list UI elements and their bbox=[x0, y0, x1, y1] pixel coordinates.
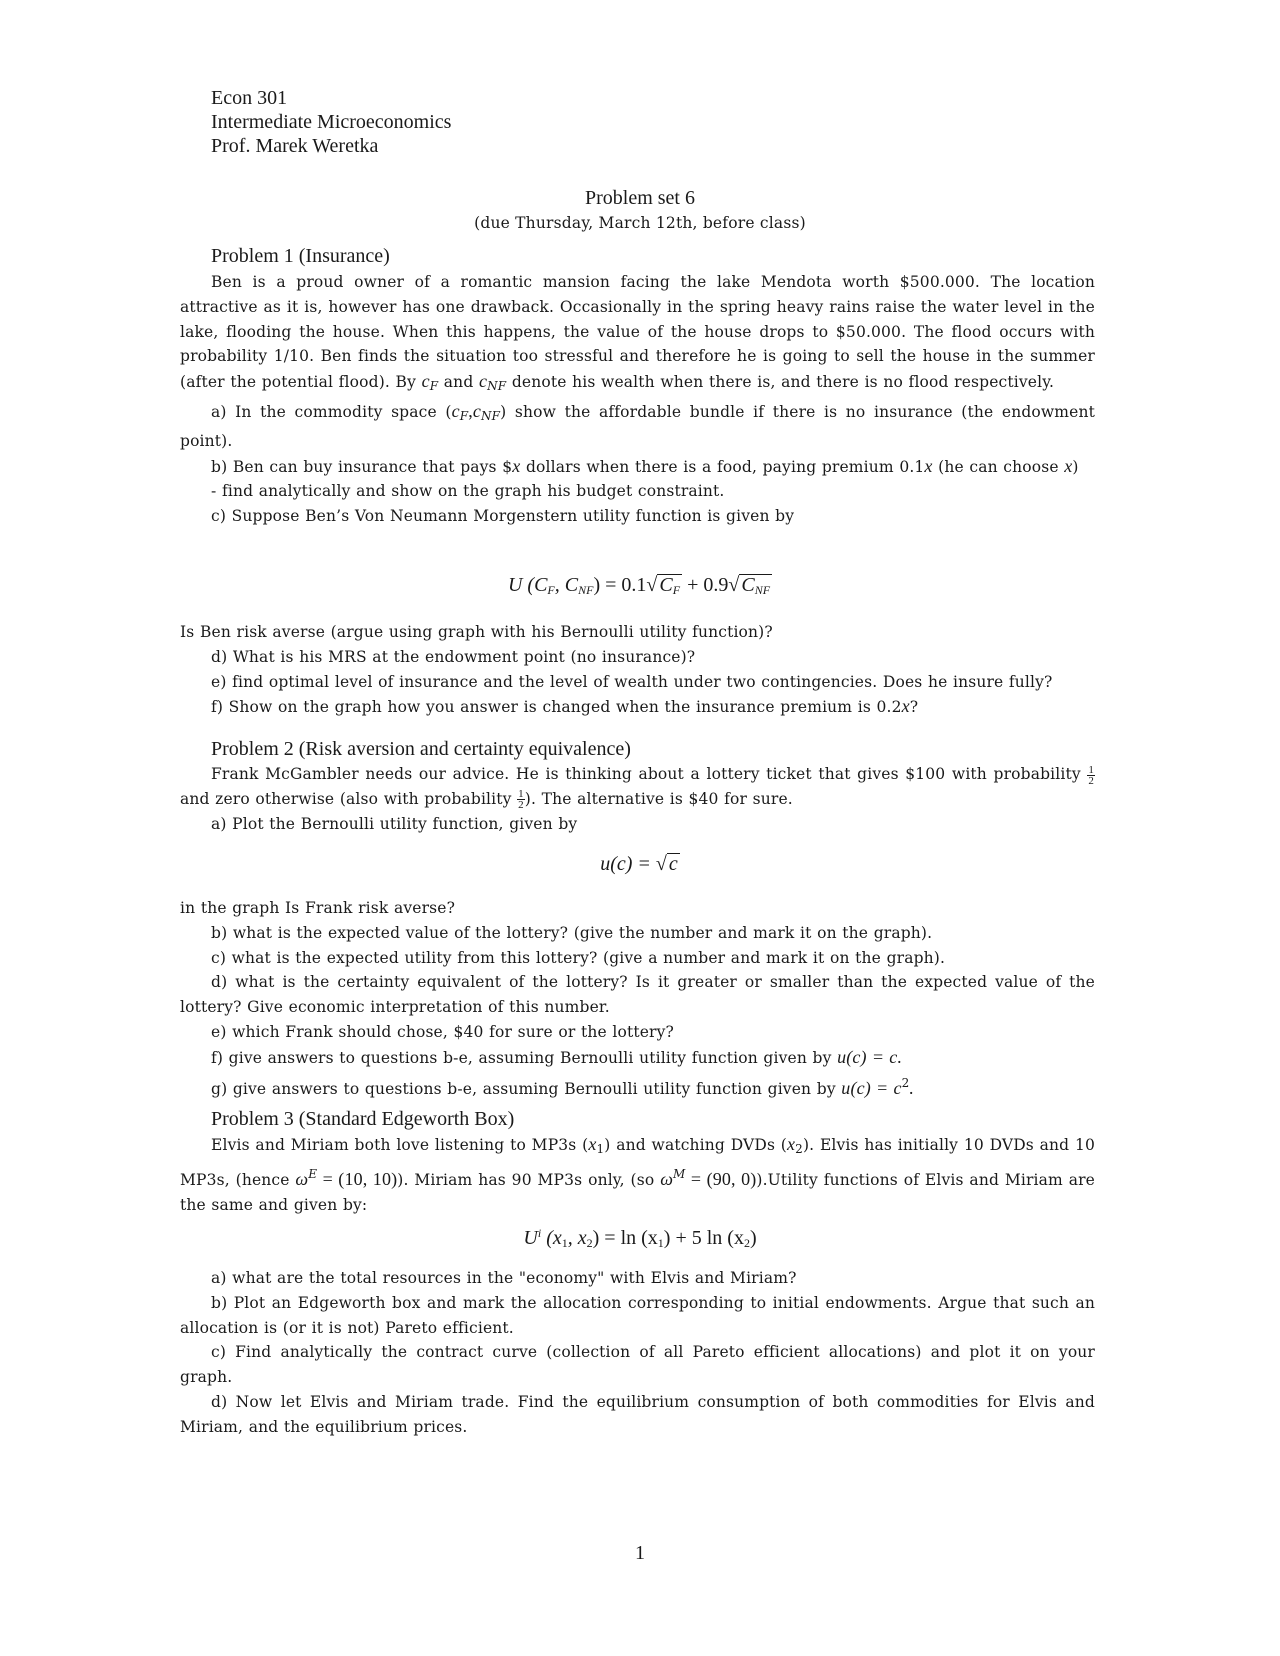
course-title: Intermediate Microeconomics bbox=[211, 111, 452, 133]
problem-2-risk-question: in the graph Is Frank risk averse? bbox=[180, 899, 456, 917]
problem-2-part-d: d) what is the certainty equivalent of the lottery? Is it greater or smaller than the expected value of the lottery? Give economic interpretation of this number. bbox=[180, 973, 1095, 1017]
problem-1-part-f: f) Show on the graph how you answer is changed when the insurance premium is 0.2x? bbox=[211, 696, 919, 717]
problem-3-intro: Elvis and Miriam both love listening to MP3s $(x_1)$ and watching DVDs $(x_2)$. Elvis has initially 10 DVDs and 10 MP3s, (hence $\omega^E = (10$, 10)). Miriam has 90 MP3s only, (so $\omega^M = (90$, 0)).Utility functions of Elvis and Miriam are the same and given by: bbox=[180, 1134, 1096, 1214]
problem-1-questions bbox=[180, 620, 1095, 720]
professor-name: Prof. Marek Weretka bbox=[211, 135, 379, 157]
problem-set-title: Problem set 6 bbox=[585, 187, 695, 209]
problem-2-part-g: g) give answers to questions b-e, assuming Bernoulli utility function given by $u(c) = c^2$. bbox=[211, 1075, 915, 1098]
problem-set-due-date: (due Thursday, March 12th, before class) bbox=[474, 214, 806, 232]
bernoulli-utility-equation: u(c) = √ c bbox=[600, 853, 678, 875]
problem-3-heading: Problem 3 (Standard Edgeworth Box) bbox=[211, 1108, 515, 1130]
problem-1-body bbox=[180, 270, 1095, 529]
problem-1-part-b: b) Ben can buy insurance that pays $x dollars when there is a food, paying premium 0.1x (he can choose x) bbox=[211, 455, 1079, 476]
problem-2-questions bbox=[180, 896, 1095, 1101]
problem-1-intro: Ben is a proud owner of a romantic mansion facing the lake Mendota worth $500.000. The location attractive as it is, however has one drawback. Occasionally in the spring heavy rains raise the water level in the lake, flooding the house. When this happens, the value of the house drops to $50.000. The flood occurs with probability 1/10. Ben finds the situation too stressful and therefore he is going to sell the house in the summer (after the potential flood). By $c_F$ and $c_{NF}$ denote his wealth when there is, and there is no flood respectively. bbox=[180, 273, 1095, 394]
problem-2-part-b: b) what is the expected value of the lottery? (give the number and mark it on the graph). bbox=[211, 923, 933, 942]
problem-3-body bbox=[180, 1132, 1095, 1217]
problem-1-part-b-bullet: - find analytically and show on the graph his budget constraint. bbox=[211, 482, 725, 501]
problem-2-part-a: a) Plot the Bernoulli utility function, given by bbox=[211, 814, 578, 833]
problem-1-part-a: a) In the commodity space $(c_F,c_{NF})$ show the affordable bundle if there is no insurance (the endowment point). bbox=[180, 400, 1095, 450]
page-number: 1 bbox=[635, 1542, 645, 1564]
problem-2-intro: Frank McGambler needs our advice. He is thinking about a lottery ticket that gives $100 with probability $\frac{1}{2}$ and zero otherwise (also with probability $\frac{1}{2}$ ). The alternative is $40 for sure. bbox=[180, 763, 1094, 812]
utility-equation-3: $U^i$ ($x_1$, $x_2) = \ln (x_1) + 5$ $\ln (x_2)$ bbox=[523, 1226, 757, 1250]
problem-2-body bbox=[180, 762, 1095, 836]
problem-3-part-b: b) Plot an Edgeworth box and mark the allocation corresponding to initial endowments. Argue that such an allocation is (or it is not) Pareto efficient. bbox=[180, 1293, 1095, 1337]
problem-1-risk-question: Is Ben risk averse (argue using graph with his Bernoulli utility function)? bbox=[180, 623, 773, 641]
problem-1-part-e: e) find optimal level of insurance and the level of wealth under two contingencies. Does he insure fully? bbox=[211, 672, 1053, 691]
problem-3-part-a: a) what are the total resources in the "economy" with Elvis and Miriam? bbox=[211, 1269, 797, 1287]
problem-2-part-e: e) which Frank should chose, $40 for sure or the lottery? bbox=[211, 1022, 674, 1041]
problem-3-part-c: c) Find analytically the contract curve (collection of all Pareto efficient allocations) and plot it on your graph. bbox=[180, 1343, 1095, 1387]
course-code: Econ 301 bbox=[211, 87, 288, 109]
problem-1-part-c: c) Suppose Ben’s Von Neumann Morgenstern utility function is given by bbox=[211, 507, 795, 526]
utility-equation-1: U ($C_F$, $C_{NF}) = 0.1√$ $C_F + 0.9√$ $C_{NF}$ bbox=[0, 571, 1280, 604]
problem-2-part-f: f) give answers to questions b-e, assuming Bernoulli utility function given by u(c) = c. bbox=[211, 1046, 903, 1067]
problem-2-part-c: c) what is the expected utility from this lottery? (give a number and mark it on the graph). bbox=[211, 948, 946, 967]
problem-3-questions bbox=[180, 1266, 1095, 1440]
problem-2-heading: Problem 2 (Risk aversion and certainty equivalence) bbox=[211, 738, 631, 760]
problem-3-part-d: d) Now let Elvis and Miriam trade. Find the equilibrium consumption of both commodities for Elvis and Miriam, and the equilibrium prices. bbox=[180, 1392, 1095, 1436]
problem-1-part-d: d) What is his MRS at the endowment point (no insurance)? bbox=[211, 647, 696, 666]
problem-1-heading: Problem 1 (Insurance) bbox=[211, 245, 390, 267]
